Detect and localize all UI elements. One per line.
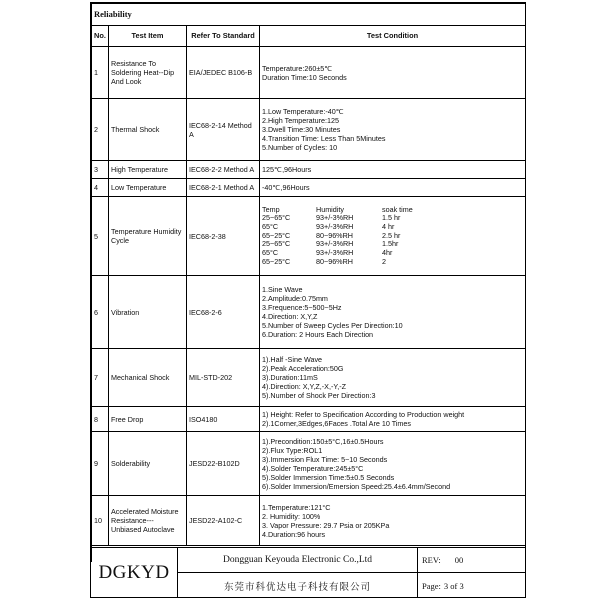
condition-line: 5.Number of Sweep Cycles Per Direction:10 bbox=[262, 321, 403, 330]
humidity-temp: 25~65°C bbox=[262, 213, 291, 223]
test-item: Temperature Humidity Cycle bbox=[109, 197, 187, 276]
reference-standard: IEC68-2-14 Method A bbox=[187, 99, 260, 161]
table-row bbox=[92, 349, 526, 407]
test-condition bbox=[260, 432, 526, 496]
row-number: 7 bbox=[92, 349, 109, 407]
table-row bbox=[92, 496, 526, 546]
company-name-english: Dongguan Keyouda Electronic Co.,Ltd bbox=[178, 548, 418, 573]
humidity-rh: 93+/-3%RH bbox=[316, 247, 354, 257]
humidity-rh: 93+/-3%RH bbox=[316, 239, 354, 249]
condition-line: 2).Peak Acceleration:50G bbox=[262, 364, 344, 373]
reference-standard: JESD22-A102-C bbox=[187, 496, 260, 546]
condition-line: 1.Sine Wave bbox=[262, 285, 303, 294]
humidity-rh: 93+/-3%RH bbox=[316, 222, 354, 232]
reference-standard: EIA/JEDEC B106-B bbox=[187, 47, 260, 99]
reference-standard: IEC68-2-1 Method A bbox=[187, 179, 260, 197]
revision-field bbox=[418, 548, 525, 573]
condition-line: 4.Direction: X,Y,Z bbox=[262, 312, 318, 321]
condition-line: 125℃,96Hours bbox=[262, 165, 312, 174]
humidity-header-humidity: Humidity bbox=[316, 204, 344, 214]
humidity-header-soak: soak time bbox=[382, 204, 413, 214]
condition-line: 4).Direction: X,Y,Z,-X,-Y,-Z bbox=[262, 382, 347, 391]
reference-standard: MIL-STD-202 bbox=[187, 349, 260, 407]
condition-line: 1).Half -Sine Wave bbox=[262, 355, 323, 364]
page-number-field bbox=[418, 573, 525, 598]
page-value: 3 of 3 bbox=[443, 580, 464, 591]
humidity-rh: 93+/-3%RH bbox=[316, 213, 354, 223]
table-row bbox=[92, 407, 526, 432]
company-logo: DGKYD bbox=[91, 548, 178, 598]
row-number: 2 bbox=[92, 99, 109, 161]
condition-line: 2).Flux Type:ROL1 bbox=[262, 445, 323, 455]
humidity-temp: 65~25°C bbox=[262, 256, 291, 266]
condition-line: 1.Temperature:121°C bbox=[262, 502, 331, 512]
revision-label: REV: bbox=[422, 555, 441, 565]
table-row bbox=[92, 432, 526, 496]
condition-line: 6.Duration: 2 Hours Each Direction bbox=[262, 330, 374, 339]
test-item: Mechanical Shock bbox=[109, 349, 187, 407]
row-number: 8 bbox=[92, 407, 109, 432]
condition-line: 2.Amplitude:0.75mm bbox=[262, 294, 328, 303]
table-header-row bbox=[92, 26, 526, 47]
row-number: 5 bbox=[92, 197, 109, 276]
row-number: 10 bbox=[92, 496, 109, 546]
table-row bbox=[92, 161, 526, 179]
test-item: Resistance To Soldering Heat--Dip And Look bbox=[109, 47, 187, 99]
row-number: 1 bbox=[92, 47, 109, 99]
humidity-temp: 65°C bbox=[262, 222, 279, 232]
table-row bbox=[92, 99, 526, 161]
test-condition bbox=[260, 407, 526, 432]
humidity-temp: 65°C bbox=[262, 247, 279, 257]
document-page bbox=[90, 2, 526, 598]
condition-line: 3).Duration:11mS bbox=[262, 373, 318, 382]
condition-line: 6).Solder Immersion/Emersion Speed:25.4±6.4mm/Second bbox=[262, 481, 451, 491]
test-condition bbox=[260, 161, 526, 179]
condition-line: 3. Vapor Pressure: 29.7 Psia or 205KPa bbox=[262, 520, 390, 530]
condition-line: 3.Frequence:5~500~5Hz bbox=[262, 303, 342, 312]
page-label: Page: bbox=[422, 580, 441, 591]
condition-line: -40℃,96Hours bbox=[262, 183, 310, 192]
section-title: Reliability bbox=[92, 4, 526, 26]
condition-line: 2.High Temperature:125 bbox=[262, 116, 339, 125]
humidity-rh: 80~96%RH bbox=[316, 230, 353, 240]
test-condition bbox=[260, 197, 526, 276]
reference-standard: IEC68-2-38 bbox=[187, 197, 260, 276]
row-number: 6 bbox=[92, 276, 109, 349]
reference-standard: IEC68-2-6 bbox=[187, 276, 260, 349]
test-condition bbox=[260, 179, 526, 197]
condition-line: 3).Immersion Flux Time: 5~10 Seconds bbox=[262, 454, 388, 464]
humidity-soak: 4 hr bbox=[382, 222, 395, 232]
reliability-table bbox=[91, 3, 526, 562]
test-item: Low Temperature bbox=[109, 179, 187, 197]
reference-standard: ISO4180 bbox=[187, 407, 260, 432]
humidity-header-temp: Temp bbox=[262, 204, 280, 214]
test-item: Thermal Shock bbox=[109, 99, 187, 161]
condition-line: 4.Transition Time: Less Than 5Minutes bbox=[262, 134, 386, 143]
condition-line: 2).1Corner,3Edges,6Faces .Total Are 10 Times bbox=[262, 419, 412, 428]
humidity-temp: 65~25°C bbox=[262, 230, 291, 240]
condition-line: Temperature:260±5℃ bbox=[262, 63, 333, 73]
header-test-item: Test Item bbox=[109, 26, 187, 47]
test-item: Vibration bbox=[109, 276, 187, 349]
header-test-condition: Test Condition bbox=[260, 26, 526, 47]
test-condition bbox=[260, 47, 526, 99]
row-number: 9 bbox=[92, 432, 109, 496]
condition-line: 5).Solder Immersion Time:5±0.5 Seconds bbox=[262, 472, 395, 482]
header-no: No. bbox=[92, 26, 109, 47]
condition-line: 5).Number of Shock Per Direction:3 bbox=[262, 391, 376, 400]
condition-line: 2. Humidity: 100% bbox=[262, 511, 321, 521]
condition-line: 1).Precondition:150±5°C,16±0.5Hours bbox=[262, 436, 384, 446]
table-row bbox=[92, 276, 526, 349]
condition-line: 4).Solder Temperature:245±5°C bbox=[262, 463, 364, 473]
condition-line: 4.Duration:96 hours bbox=[262, 529, 326, 539]
condition-line: 5.Number of Cycles: 10 bbox=[262, 143, 338, 152]
test-item: High Temperature bbox=[109, 161, 187, 179]
reference-standard: IEC68-2-2 Method A bbox=[187, 161, 260, 179]
condition-line: 3.Dwell Time:30 Minutes bbox=[262, 125, 341, 134]
humidity-soak: 2 bbox=[382, 256, 386, 266]
row-number: 3 bbox=[92, 161, 109, 179]
reference-standard: JESD22-B102D bbox=[187, 432, 260, 496]
test-item: Accelerated Moisture Resistance---Unbiased Autoclave bbox=[109, 496, 187, 546]
humidity-temp: 25~65°C bbox=[262, 239, 291, 249]
condition-line: Duration Time:10 Seconds bbox=[262, 72, 347, 82]
humidity-cycle-table bbox=[262, 206, 442, 266]
table-row bbox=[92, 179, 526, 197]
test-condition bbox=[260, 496, 526, 546]
test-condition bbox=[260, 99, 526, 161]
company-name-chinese: 东莞市科优达电子科技有限公司 bbox=[178, 573, 418, 598]
document-footer bbox=[91, 547, 525, 598]
test-item: Solderability bbox=[109, 432, 187, 496]
row-number: 4 bbox=[92, 179, 109, 197]
header-standard: Refer To Standard bbox=[187, 26, 260, 47]
revision-value: 00 bbox=[454, 555, 464, 565]
humidity-rh: 80~96%RH bbox=[316, 256, 353, 266]
humidity-soak: 1.5hr bbox=[382, 239, 399, 249]
condition-line: 1) Height: Refer to Specification According to Production weight bbox=[262, 410, 465, 419]
humidity-soak: 2.5 hr bbox=[382, 230, 401, 240]
table-row bbox=[92, 47, 526, 99]
test-condition bbox=[260, 276, 526, 349]
humidity-soak: 4hr bbox=[382, 247, 393, 257]
test-item: Free Drop bbox=[109, 407, 187, 432]
test-condition bbox=[260, 349, 526, 407]
humidity-soak: 1.5 hr bbox=[382, 213, 401, 223]
condition-line: 1.Low Temperature:-40℃ bbox=[262, 107, 344, 116]
table-row bbox=[92, 197, 526, 276]
